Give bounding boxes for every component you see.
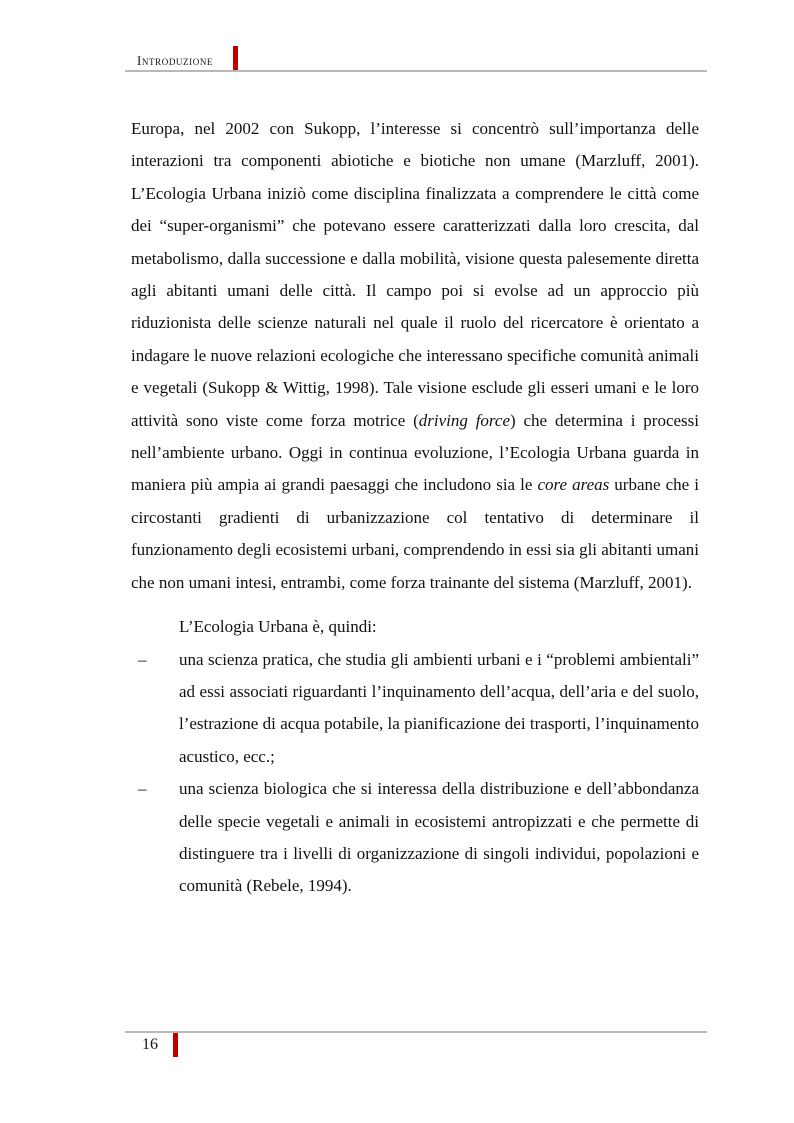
list-item-text: una scienza pratica, che studia gli ambienti urbani e i “problemi ambientali” ad essi associati riguardanti l’inquinamento dell’acqua, dell’aria e del suolo, l’estrazione di acqua potabile, la pianificazione dei trasporti, l’inquinamento acustico, ecc.; (179, 649, 699, 766)
dash-bullet: – (138, 779, 147, 799)
paragraph-text: Europa, nel 2002 con Sukopp, l’interesse si concentrò sull’importanza delle interazioni tra componenti abiotiche e biotiche non umane (Marzluff, 2001). L’Ecologia Urbana iniziò come disciplina finalizzata a comprendere le città come dei “super-organismi” che potevano essere caratterizzati dalla loro crescita, dal metabolismo, dalla successione e dalla mobilità, visione questa palesemente diretta agli abitanti umani delle città. Il campo poi si evolse ad un approccio più riduzionista delle scienze naturali nel quale il ruolo del ricercatore è orientato a indagare le nuove relazioni ecologiche che interessano specifiche comunità animali e vegetali (Sukopp & Wittig, 1998). Tale visione esclude gli esseri umani e le loro attività sono viste come forza motrice ( (131, 119, 699, 430)
running-header: Introduzione (137, 53, 214, 68)
list-item (131, 773, 699, 903)
italic-term: core areas (537, 475, 610, 495)
body-paragraph (131, 113, 699, 599)
footer-accent-bar (173, 1033, 178, 1057)
paragraph-text: ) che determina i processi nell’ambiente urbano. Oggi in continua evoluzione, l’Ecologia Urbana guarda in maniera più ampia ai grandi paesaggi che includono sia le (131, 410, 700, 495)
header-rule (125, 70, 707, 72)
list-item (131, 644, 699, 774)
dash-bullet: – (138, 649, 147, 669)
page-number: 16 (142, 1036, 158, 1053)
footer-rule (125, 1031, 707, 1033)
definition-list (131, 644, 699, 903)
intro-sentence: L’Ecologia Urbana è, quindi: (179, 617, 377, 637)
header-accent-bar (233, 46, 238, 70)
page-body (131, 113, 699, 903)
list-item-text: una scienza biologica che si interessa della distribuzione e dell’abbondanza delle specie vegetali e animali in ecosistemi antropizzati e che permette di distinguere tra i livelli di organizzazione di singoli individui, popolazioni e comunità (Rebele, 1994). (179, 779, 699, 896)
paragraph-text: urbane che i circostanti gradienti di urbanizzazione col tentativo di determinare il funzionamento degli ecosistemi urbani, comprendendo in essi sia gli abitanti umani che non umani intesi, entrambi, come forza trainante del sistema (Marzluff, 2001). (131, 475, 699, 592)
italic-term: driving force (418, 410, 511, 430)
